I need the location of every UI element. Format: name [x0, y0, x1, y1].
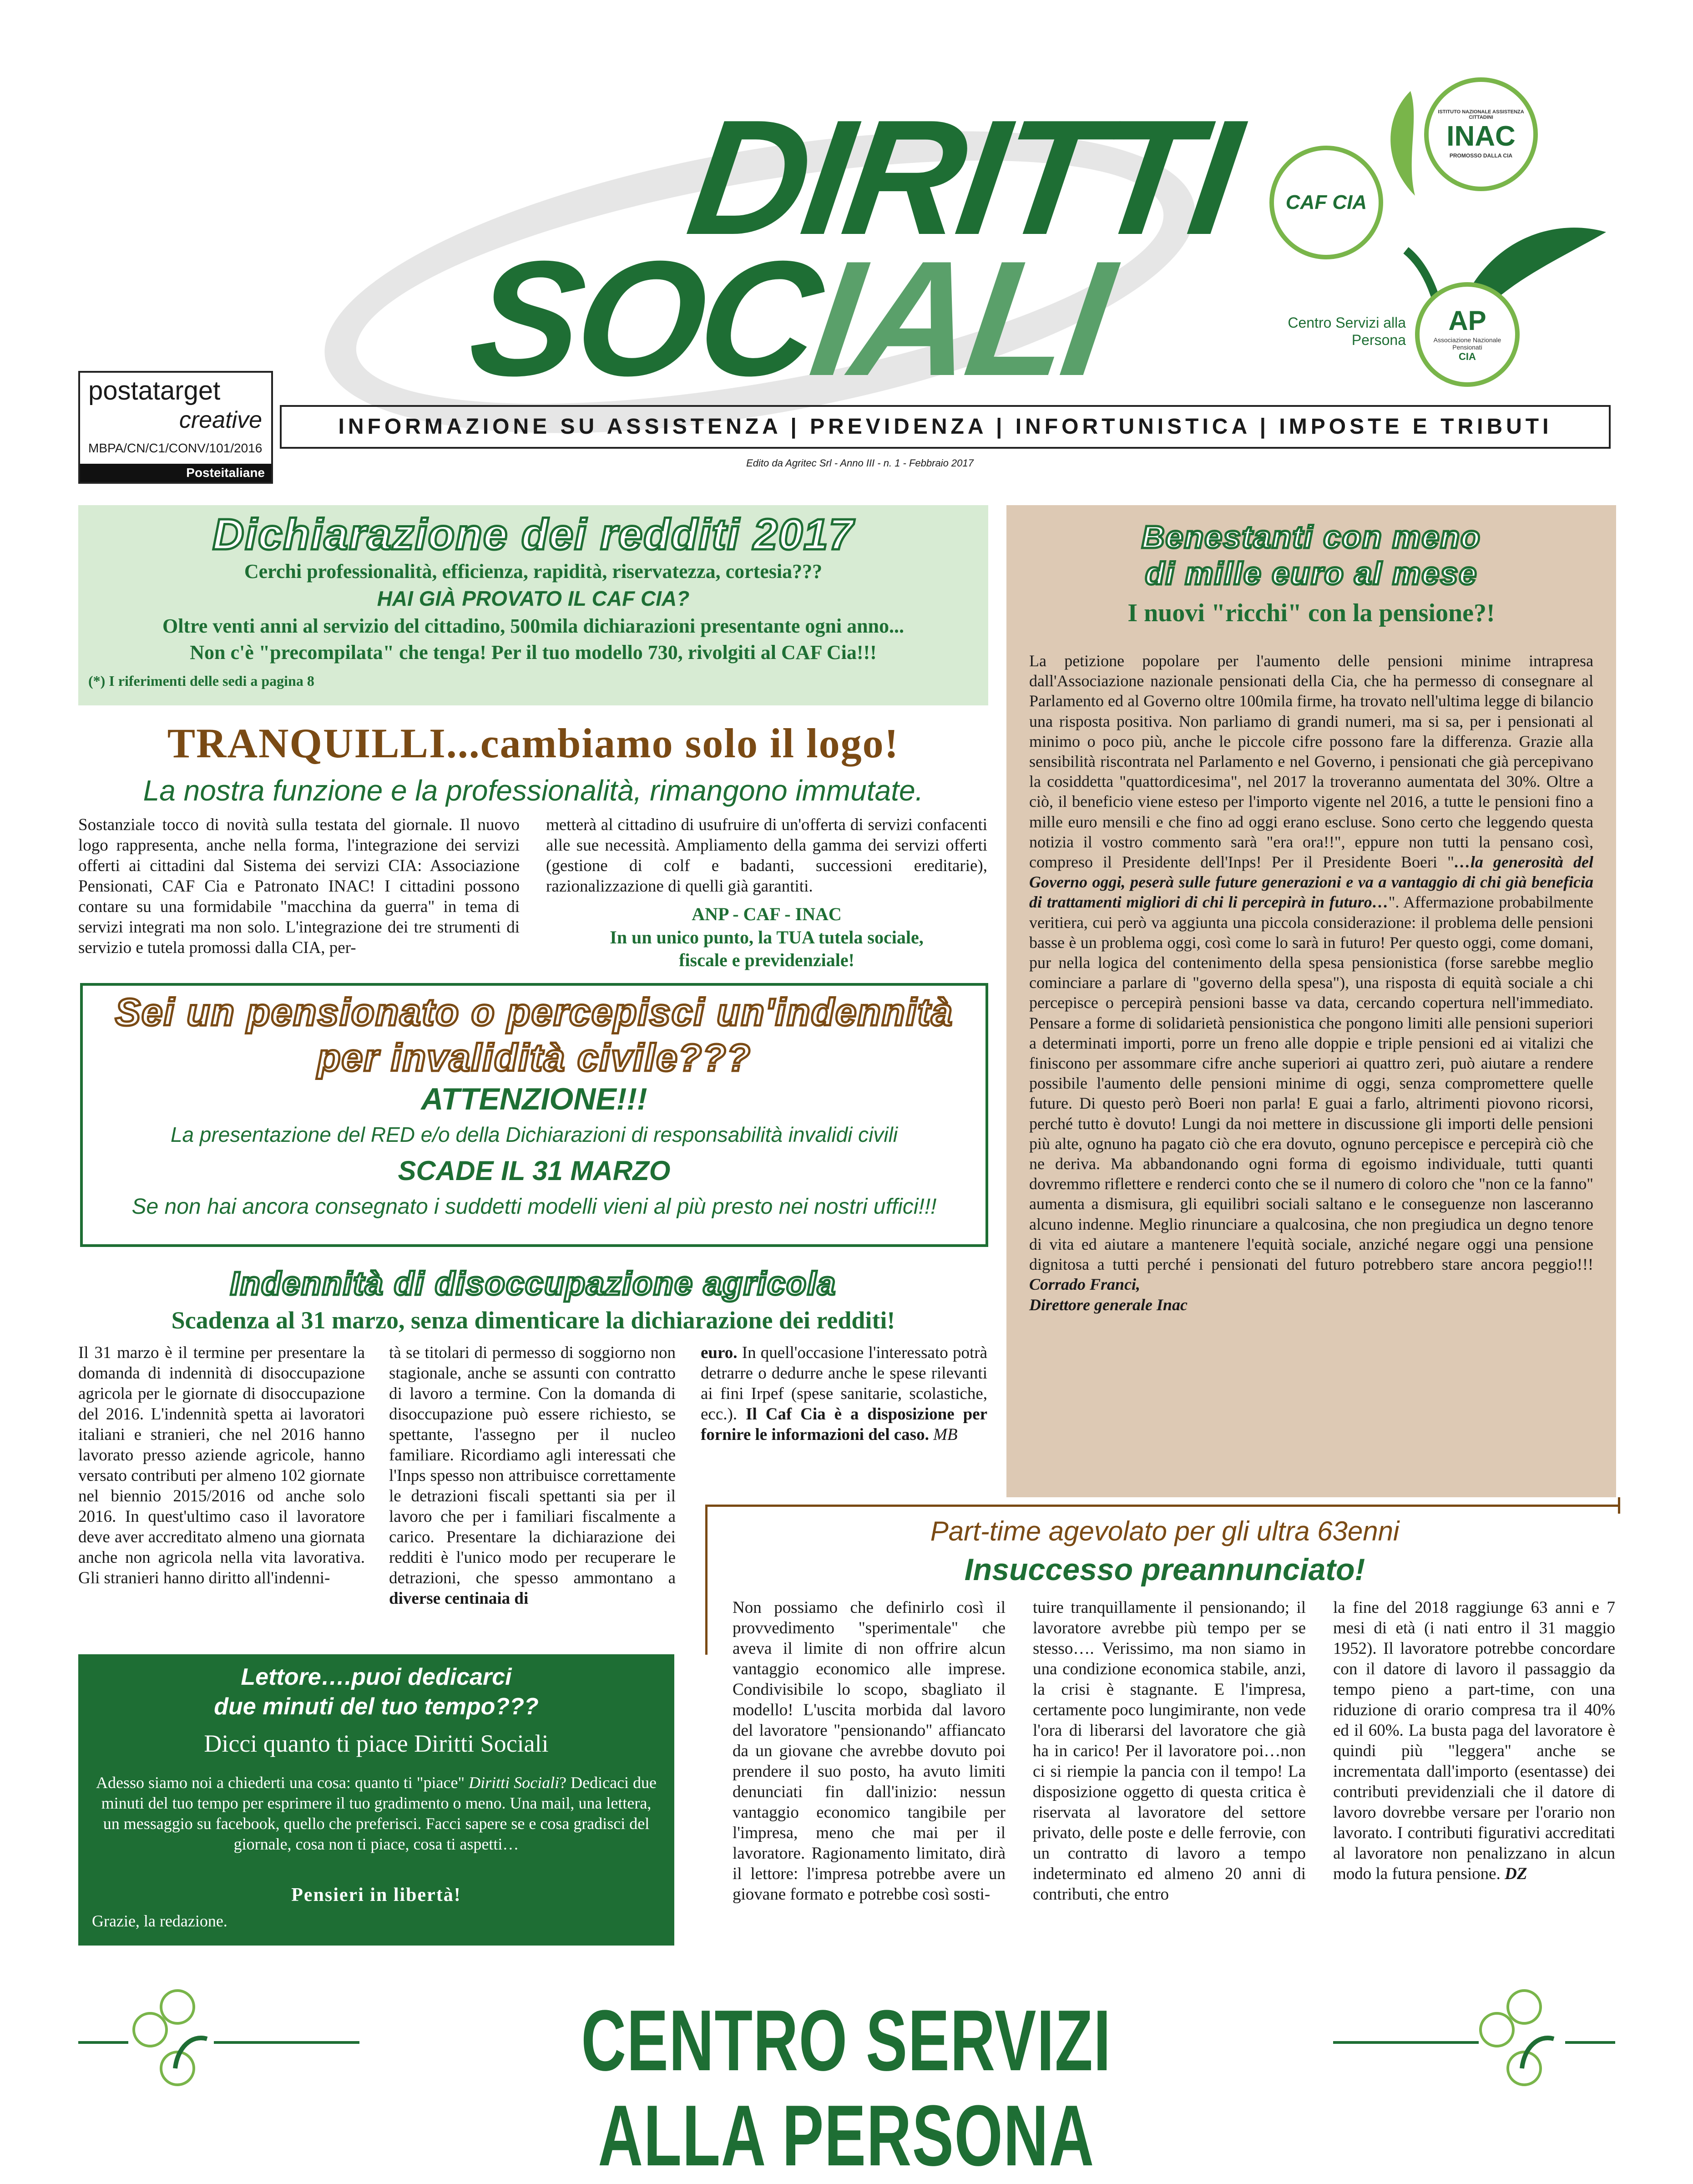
caf-text: CAF CIA [1285, 191, 1367, 213]
footer-banner: CENTRO SERVIZI ALLA PERSONA [581, 1992, 1112, 2184]
benestanti-title1: Benestanti con meno [1142, 519, 1481, 555]
tranquilli-subtitle: La nostra funzione e la professionalità, rimangono immutate. [143, 774, 924, 807]
disoccupazione-col3-text: In quell'occasione l'interessato potrà detrarre o dedurre anche le spese rilevanti ai fini Irpef (spese sanitarie, scolastiche, ecc.). [701, 1343, 987, 1424]
parttime-left-rule [705, 1505, 708, 1655]
benestanti-title2: di mille euro al mese [1145, 556, 1478, 591]
pensionato-line1: La presentazione del RED e/o della Dichiarazioni di responsabilità invalidi civili [170, 1123, 898, 1146]
anp-text: AP [1448, 305, 1486, 336]
inac-promosso: PROMOSSO DALLA CIA [1449, 152, 1513, 159]
benestanti-subtitle: I nuovi "ricchi" con la pensione?! [1127, 599, 1495, 627]
masthead-title-sociali [460, 227, 1119, 410]
footer-rule-right [1565, 2041, 1615, 2044]
benestanti-sign1: Corrado Franci, [1029, 1275, 1141, 1294]
disoccupazione-col3 [701, 1343, 987, 1445]
dichiarazione-title: Dichiarazione dei redditi 2017 [212, 510, 854, 559]
footer-rule-left-inner [214, 2041, 359, 2044]
lettore-title1: Lettore….puoi dedicarci [241, 1664, 512, 1690]
pensionato-line2: Se non hai ancora consegnato i suddetti modelli vieni al più presto nei nostri uffici!!! [131, 1195, 937, 1219]
dichiarazione-line1: Cerchi professionalità, efficienza, rapidità, riservatezza, cortesia??? [244, 560, 823, 583]
pensionato-attenzione: ATTENZIONE!!! [421, 1082, 647, 1116]
parttime-col1: Non possiamo che definirlo così il provvedimento "sperimentale" che aveva il limite di non offrire alcun vantaggio economico alle imprese. Condivisibile lo scopo, sbagliato il modello! L'uscita morbida dal lavoro del lavoratore "pensionando" affiancato da un giovane che avrebbe dovuto poi prendere il suo posto, ha avuto limiti denunciati fin dall'inizio: nessun vantaggio economico tangibile per l'impresa, meno che mai per il lavoratore. Ragionamento limitato, dirà il lettore: l'impresa potrebbe avere un giovane formato e potrebbe così sosti- [733, 1598, 1006, 1904]
masthead-title-sociali-a: SOC [460, 227, 828, 410]
stamp-code: MBPA/CN/C1/CONV/101/2016 [88, 441, 263, 455]
benestanti-p2: ". Affermazione probabilmente veritiera, cui però va aggiunta una piccola considerazione: il problema delle pensioni basse è un problema oggi, così come lo sarà in futuro! Per questo oggi, come domani, pur nella logica del contenimento della spesa pensionistica (forse sarebbe meglio cominciare a parlare di "governo della spesa"), una risposta di equità sociale a chi percepisce o percepirà pensioni basse va data, cercando copertura nell'immediato. Pensare a forme di solidarietà pensionistica che pongono limiti alle pensioni superiori a determinati importi, porre un freno alle doppie e triple pensioni ed ai vitalizi che finiscono per assommare cifre anche superiori ai quattro zeri, può aiutare a rendere possibile l'aumento delle pensioni minime di oggi, senza compromettere quelle future. Di questo però Boeri non parla! E guai a farlo, altrimenti piovono ricorsi, perché tutto è dovuto! Lungi da noi mettere in discussione gli importi delle pensioni più alte, ognuno ha pagato ciò che era dovuto, ognuno percepisce e percepirà ciò che ne deriva. Ma abbandonando ogni forma di egoismo individuale, tutti quanti dovremmo riflettere e renderci conto che se il numero di coloro che "non ce la fanno" aumenta a dismisura, gli equilibri sociali saltano e le conseguenze non lasceranno alcuno indenne. Meglio rinunciare a qualcosina, che non pregiudica un degno tenore di vita ed aiutare a mantenere l'equità sociale, anziché negare oggi una pensione dignitosa a tutti perché i pensionati del futuro potrebbero stare ancora peggio!!! [1029, 893, 1593, 1274]
benestanti-body [1029, 651, 1593, 1315]
dichiarazione-line4: Non c'è "precompilata" che tenga! Per il tuo modello 730, rivolgiti al CAF Cia!!! [190, 641, 877, 664]
benestanti-sign2: Direttore generale Inac [1029, 1295, 1188, 1314]
inac-logo [1424, 77, 1538, 191]
parttime-col2: tuire tranquillamente il pensionando; il lavoratore avrebbe più tempo per se stesso…. Verissimo, ma non siamo in una condizione economica stabile, anzi, la crisi è stagnante. E l'impresa, certamente poco lungimirante, non vede l'ora di liberarsi del lavoratore che già ha in carico! Per il lavoratore poi…non ci si riempie la pancia con il tempo! La disposizione oggetto di questa critica è riservata al lavoratore del settore privato, delle poste e delle ferrovie, con un contratto di lavoro a tempo indeterminato ed almeno 20 anni di contributi, che entro [1033, 1598, 1306, 1904]
tranquilli-bold2: In un unico punto, la TUA tutela sociale, [610, 927, 924, 948]
pensionato-title1: Sei un pensionato o percepisci un'indennità [115, 991, 954, 1034]
masthead-title-sociali-b: IALI [801, 227, 1119, 410]
disoccupazione-col2-text: tà se titolari di permesso di soggiorno non stagionale, anche se assunti con contratto di lavoro a termine. Con la domanda di disoccupazione può essere richiesto, se spettante, l'assegno per il nucleo familiare. Ricordiamo agli interessati che l'Inps spesso non attribuisce correttamente le detrazioni fiscali spettanti sia per il lavoro che per i familiari fiscalmente a carico. Presentare la dichiarazione dei redditi è l'unico modo per recuperare le detrazioni, che spesso ammontano a [389, 1343, 676, 1587]
dichiarazione-box [78, 505, 988, 705]
anp-cia: CIA [1459, 351, 1476, 362]
stamp-posteitaliane: Posteitaliane [80, 464, 271, 482]
tranquilli-col1: Sostanziale tocco di novità sulla testata del giornale. Il nuovo logo rappresenta, anche nella forma, l'integrazione dei servizi offerti ai cittadini dal Sistema dei servizi CIA: Associazione Pensionati, CAF Cia e Patronato INAC! I cittadini possono contare su una formidabile "macchina da guerra" in tema di servizi integrati ma non solo. L'integrazione dei tre strumenti di servizio e tutela promossi dalla CIA, per- [78, 816, 520, 957]
pensionato-scade: SCADE IL 31 MARZO [398, 1155, 671, 1186]
lettore-body [92, 1773, 661, 1855]
lettore-body-italic: Diritti Sociali [469, 1774, 560, 1792]
edito-line: Edito da Agritec Srl - Anno III - n. 1 - Febbraio 2017 [746, 457, 974, 469]
anp-subtext: Associazione Nazionale Pensionati [1433, 336, 1501, 351]
pensionato-title2: per invalidità civile??? [317, 1036, 751, 1079]
disoccupazione-title: Indennità di disoccupazione agricola [230, 1266, 837, 1302]
dichiarazione-line2: HAI GIÀ PROVATO IL CAF CIA? [377, 587, 690, 610]
footer-logo-right [1479, 1989, 1556, 2089]
tranquilli-bold3: fiscale e previdenziale! [679, 950, 854, 970]
anp-logo [1415, 282, 1520, 387]
postage-stamp [78, 371, 273, 484]
disoccupazione-col2-bold: diverse centinaia di [389, 1589, 529, 1608]
parttime-right-tick [1618, 1497, 1620, 1514]
tranquilli-col2: metterà al cittadino di usufruire di un'offerta di servizi confacenti alle sue necessità. Ampliamento della gamma dei servizi offerti (gestione di colf e badanti, successioni ereditarie), razionalizzazione di quelli già garantiti. [546, 816, 987, 896]
disoccupazione-sign: MB [933, 1425, 958, 1444]
stamp-postatarget: postatarget [88, 376, 221, 405]
footer-logo-right-art [1479, 1989, 1556, 2089]
csp-label: Centro Servizi alla Persona [1288, 314, 1406, 348]
inac-text: INAC [1446, 121, 1516, 152]
parttime-col3 [1333, 1597, 1615, 1884]
tranquilli-title: TRANQUILLI...cambiamo solo il logo! [167, 720, 900, 766]
footer-rule-left [78, 2041, 128, 2044]
footer-logo-left [132, 1989, 209, 2089]
csp-logo-cluster [1269, 77, 1615, 387]
caf-logo [1269, 146, 1383, 259]
footer-rule-right-inner [1333, 2041, 1479, 2044]
disoccupazione-col3-bold2: Il Caf Cia è a disposizione per fornire le informazioni del caso. [701, 1405, 988, 1444]
disoccupazione-subtitle: Scadenza al 31 marzo, senza dimenticare la dichiarazione dei redditi! [171, 1307, 895, 1334]
pensionato-box [80, 983, 988, 1247]
dichiarazione-line3: Oltre venti anni al servizio del cittadino, 500mila dichiarazioni presentante ogni anno... [162, 615, 905, 637]
parttime-sign: DZ [1505, 1865, 1527, 1883]
lettore-grazie: Grazie, la redazione. [92, 1912, 227, 1930]
masthead-title-diritti: DIRITTI [678, 86, 1246, 269]
lettore-pensieri: Pensieri in libertà! [291, 1885, 461, 1905]
masthead-tagline: INFORMAZIONE SU ASSISTENZA | PREVIDENZA | INFORTUNISTICA | IMPOSTE E TRIBUTI [280, 405, 1611, 449]
benestanti-p1: La petizione popolare per l'aumento delle pensioni minime intrapresa dall'Associazione nazionale pensionati della Cia, che ha permesso di consegnare al Parlamento ed al Governo oltre 100mila firme, ha trovato nell'ultima legge di bilancio una risposta positiva. Non parliamo di grandi numeri, ma si sa, per i pensionati al minimo o poco più, anche le piccole cifre possono fare la differenza. Grazie alla sensibilità riscontrata nel Parlamento e nel Governo, i pensionati che già percepivano la cosiddetta "quattordicesima", nel 2017 la troveranno aumentata del 30%. Oltre a ciò, il beneficio viene esteso per l'importo vigente nel 2016, a tutte le pensioni fino a mille euro mensili e che fino ad oggi erano escluse. Sono certo che leggendo questa notizia il vostro commento sarà "era ora!!", eppure non tutti la pensano così, compreso il Presidente dell'Inps! Per il Presidente Boeri " [1029, 652, 1593, 872]
benestanti-quote: …la generosità del Governo oggi, peserà sulle future generazioni e va a vantaggio di chi già beneficia di trattamenti migliori di chi li percepirà in futuro… [1029, 853, 1593, 912]
parttime-col3-text: la fine del 2018 raggiunge 63 anni e 7 mesi di età (i nati entro il 31 maggio 1952). Il lavoratore potrebbe concordare con il datore di lavoro il passaggio da tempo pieno a part-time, con una riduzione di orario compresa tra il 40% ed il 60%. La busta paga del lavoratore è quindi più "leggera" anche se incrementata dall'importo (esentasse) dei contributi previdenziali che il datore di lavoro dovrebbe versare per l'orario non lavorato. I contributi figurativi accreditati al lavoratore non penalizzano in alcun modo la futura pensione. [1333, 1598, 1615, 1883]
stamp-creative: creative [179, 407, 262, 433]
benestanti-box [1006, 505, 1616, 1497]
disoccupazione-col1: Il 31 marzo è il termine per presentare la domanda di indennità di disoccupazione agricola per le giornate di disoccupazione del 2016. L'indennità spetta ai lavoratori italiani e stranieri, che nel 2016 hanno lavorato presso aziende agricole, hanno versato contributi per almeno 102 giornate nel biennio 2015/2016 od anche solo 2016. In quest'ultimo caso il lavoratore deve aver accreditato almeno una giornata anche non agricola nella vita lavorativa. Gli stranieri hanno diritto all'indenni- [78, 1343, 365, 1587]
lettore-body2: ? Dedicaci due minuti del tuo tempo per esprimere il tuo gradimento o meno. Una mail, una lettera, un messaggio su facebook, quello che preferisci. Facci sapere se e cosa gradisci del giornale, cosa non ti piace, cosa ti aspetti… [101, 1774, 657, 1853]
lettore-box [78, 1654, 674, 1946]
lettore-subtitle: Dicci quanto ti piace Diritti Sociali [204, 1730, 549, 1757]
tranquilli-bold1: ANP - CAF - INAC [692, 904, 842, 924]
disoccupazione-col2 [389, 1343, 676, 1609]
lettore-body1: Adesso siamo noi a chiederti una cosa: quanto ti "piace" [96, 1774, 465, 1792]
dichiarazione-note: (*) I riferimenti delle sedi a pagina 8 [88, 673, 314, 689]
parttime-top-rule [705, 1505, 1620, 1507]
footer-logo-left-art [132, 1989, 209, 2089]
parttime-title: Part-time agevolato per gli ultra 63enni [930, 1516, 1400, 1546]
parttime-subtitle: Insuccesso preannunciato! [964, 1552, 1365, 1587]
lettore-title2: due minuti del tuo tempo??? [214, 1693, 539, 1720]
disoccupazione-col3-bold: euro. [701, 1343, 738, 1362]
inac-small-text: ISTITUTO NAZIONALE ASSISTENZA CITTADINI [1438, 109, 1524, 120]
